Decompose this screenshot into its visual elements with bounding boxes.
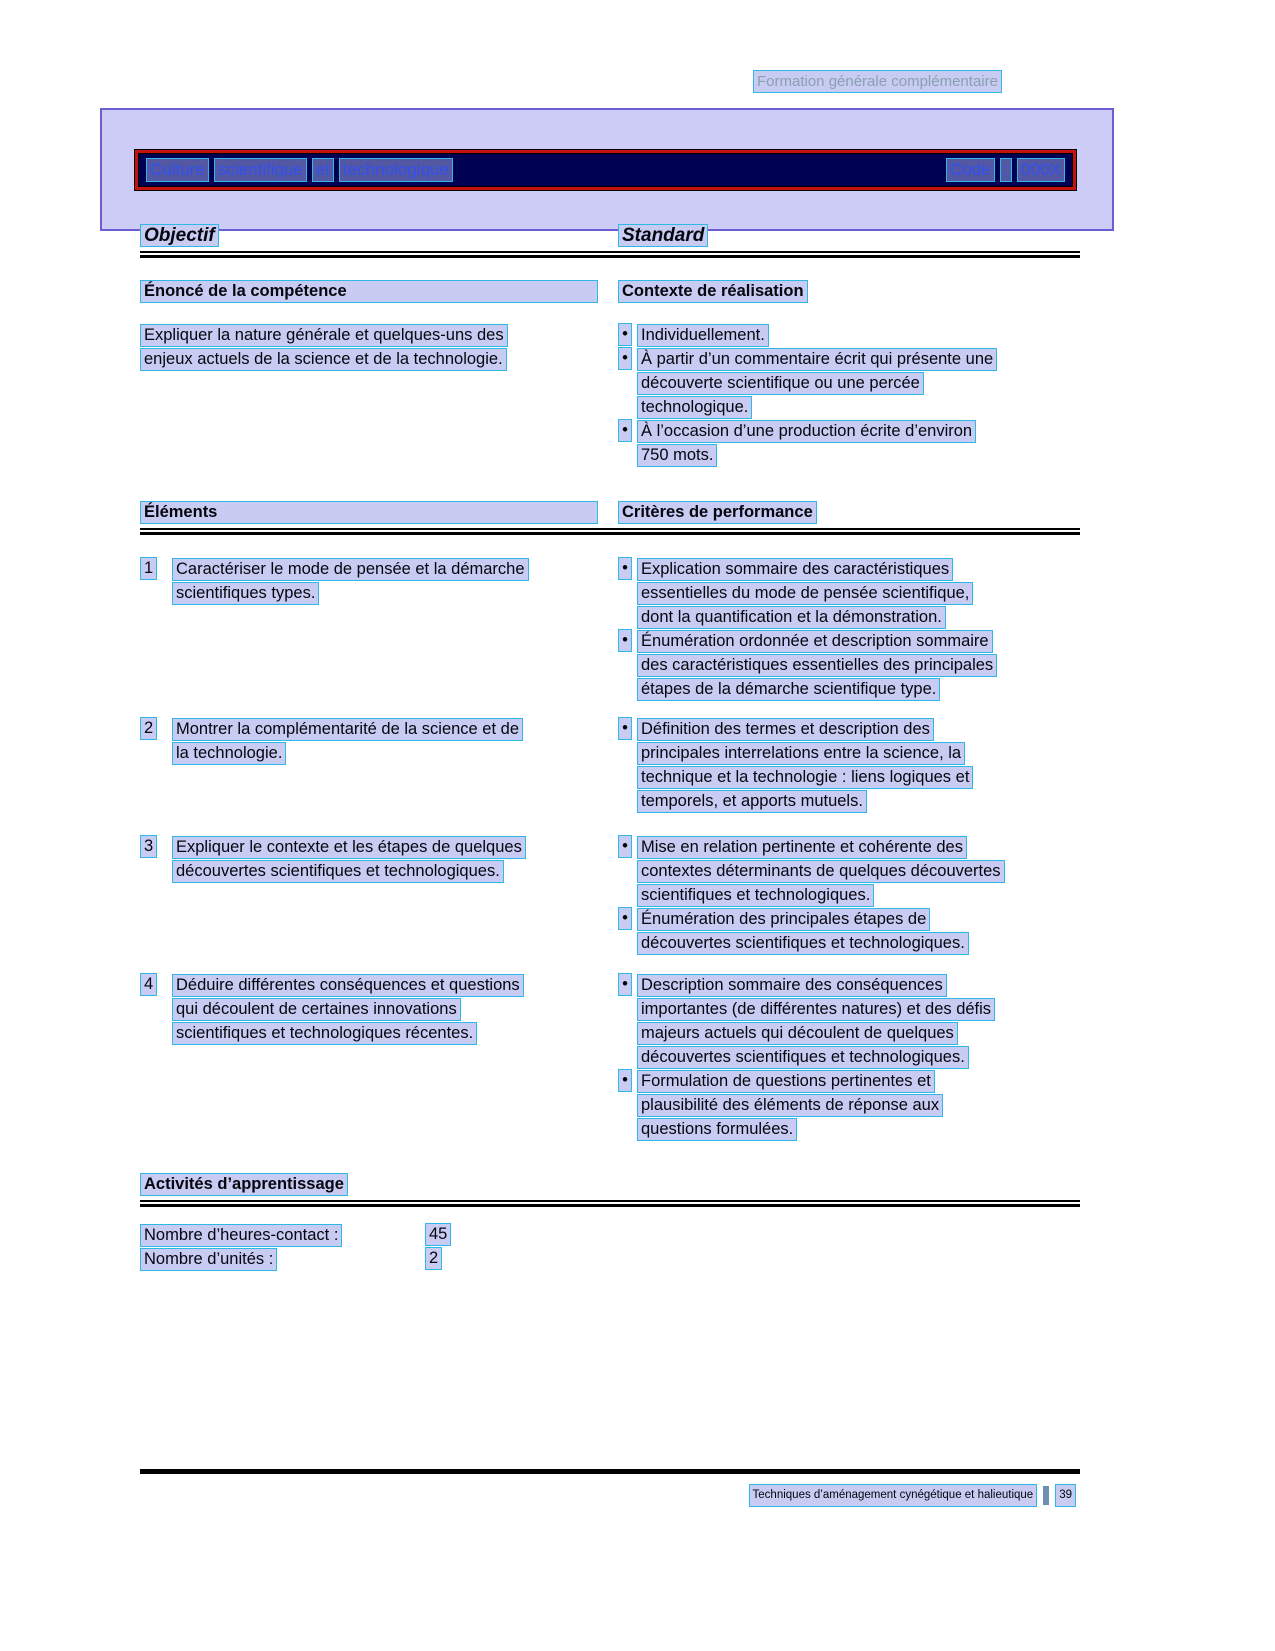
text-line: technologique. xyxy=(637,396,752,419)
course-title-word: scientifique xyxy=(214,158,307,182)
text-line: Explication sommaire des caractéristiques xyxy=(637,558,953,581)
text-line: enjeux actuels de la science et de la technologie. xyxy=(140,348,507,371)
divider xyxy=(140,1200,1080,1207)
section-heading-criteres: Critères de performance xyxy=(618,501,1080,524)
course-title-word: technologique xyxy=(339,158,453,182)
section-heading-enonce: Énoncé de la compétence xyxy=(140,280,618,303)
text-line: majeurs actuels qui découlent de quelques xyxy=(637,1022,958,1045)
text-line: scientifiques et technologiques récentes. xyxy=(172,1022,477,1045)
text-line: Expliquer la nature générale et quelques-uns des xyxy=(140,324,508,347)
competence-statement xyxy=(140,323,618,371)
page-marker-bar xyxy=(1043,1486,1049,1505)
criteria-bullet-list xyxy=(618,973,1080,1141)
numbered-item xyxy=(140,835,618,883)
text-line: Formulation de questions pertinentes et xyxy=(637,1070,935,1093)
text-line: Mise en relation pertinente et cohérente des xyxy=(637,836,967,859)
text-line: découvertes scientifiques et technologiques. xyxy=(172,860,504,883)
text-line: découverte scientifique ou une percée xyxy=(637,372,924,395)
section-heading-contexte: Contexte de réalisation xyxy=(618,280,1080,303)
divider xyxy=(140,528,1080,535)
activity-row-unites xyxy=(140,1247,1080,1271)
page-footer xyxy=(140,1484,1080,1507)
running-head xyxy=(753,70,1002,93)
text-line: scientifiques types. xyxy=(172,582,319,605)
text-line: essentielles du mode de pensée scientifique, xyxy=(637,582,973,605)
text-line: technique et la technologie : liens logiques et xyxy=(637,766,973,789)
numbered-item xyxy=(140,973,618,1045)
text-line: scientifiques et technologiques. xyxy=(637,884,874,907)
course-code-word: Code xyxy=(946,158,995,182)
bullet-icon: • xyxy=(618,419,632,442)
column-header-standard: Standard xyxy=(618,224,1080,247)
text-line: principales interrelations entre la science, la xyxy=(637,742,965,765)
section-heading-elements: Éléments xyxy=(140,501,618,524)
list-item xyxy=(618,419,1080,467)
activity-label: Nombre d’unités : xyxy=(140,1248,277,1271)
document-body xyxy=(140,224,1080,1271)
text-line: Caractériser le mode de pensée et la démarche xyxy=(172,558,529,581)
course-code-word: 000X xyxy=(1017,158,1065,182)
context-bullet-list xyxy=(618,323,1080,467)
activity-value: 2 xyxy=(425,1247,442,1270)
list-item xyxy=(618,347,1080,419)
text-line: À partir d’un commentaire écrit qui présente une xyxy=(637,348,997,371)
competence-row xyxy=(140,323,1080,467)
bullet-icon: • xyxy=(618,629,632,652)
list-item xyxy=(618,835,1080,907)
course-code xyxy=(946,158,1065,182)
course-code-word: : xyxy=(1000,158,1013,182)
bullet-icon: • xyxy=(618,347,632,370)
divider xyxy=(140,251,1080,258)
list-item xyxy=(618,973,1080,1069)
activity-row-heures xyxy=(140,1223,1080,1247)
bullet-icon: • xyxy=(618,323,632,346)
item-number: 1 xyxy=(140,557,157,580)
criteria-bullet-list xyxy=(618,717,1080,813)
text-line: Énumération ordonnée et description sommaire xyxy=(637,630,993,653)
text-line: 750 mots. xyxy=(637,444,717,467)
text-line: Énumération des principales étapes de xyxy=(637,908,930,931)
bullet-icon: • xyxy=(618,1069,632,1092)
text-line: Individuellement. xyxy=(637,324,769,347)
course-title-word: Culture xyxy=(146,158,209,182)
text-line: Description sommaire des conséquences xyxy=(637,974,947,997)
list-item xyxy=(618,323,1080,347)
course-title-box xyxy=(100,108,1114,231)
text-line: étapes de la démarche scientifique type. xyxy=(637,678,940,701)
activity-label: Nombre d’heures-contact : xyxy=(140,1224,342,1247)
element-row-3 xyxy=(140,835,1080,955)
footer-program-title: Techniques d’aménagement cynégétique et halieutique xyxy=(749,1484,1038,1507)
text-line: Déduire différentes conséquences et questions xyxy=(172,974,524,997)
text-line: découvertes scientifiques et technologiques. xyxy=(637,932,969,955)
element-row-2 xyxy=(140,717,1080,813)
text-line: À l’occasion d’une production écrite d’environ xyxy=(637,420,976,443)
list-item xyxy=(618,717,1080,813)
bullet-icon: • xyxy=(618,557,632,580)
list-item xyxy=(618,629,1080,701)
text-line: questions formulées. xyxy=(637,1118,797,1141)
list-item xyxy=(618,557,1080,629)
bullet-icon: • xyxy=(618,973,632,996)
bullet-icon: • xyxy=(618,835,632,858)
element-row-4 xyxy=(140,973,1080,1141)
text-line: découvertes scientifiques et technologiques. xyxy=(637,1046,969,1069)
item-number: 3 xyxy=(140,835,157,858)
text-line: Définition des termes et description des xyxy=(637,718,934,741)
text-line: contextes déterminants de quelques découvertes xyxy=(637,860,1005,883)
elements-headings xyxy=(140,501,1080,524)
text-line: plausibilité des éléments de réponse aux xyxy=(637,1094,943,1117)
text-line: temporels, et apports mutuels. xyxy=(637,790,867,813)
column-header-objectif: Objectif xyxy=(140,224,618,247)
bullet-icon: • xyxy=(618,717,632,740)
course-title-word: et xyxy=(312,158,334,182)
text-line: la technologie. xyxy=(172,742,286,765)
column-headers xyxy=(140,224,1080,247)
text-line: Montrer la complémentarité de la science et de xyxy=(172,718,523,741)
item-number: 2 xyxy=(140,717,157,740)
criteria-bullet-list xyxy=(618,835,1080,955)
page-number: 39 xyxy=(1055,1484,1076,1507)
activity-value: 45 xyxy=(425,1223,451,1246)
running-head-text: Formation générale complémentaire xyxy=(753,70,1002,93)
element-row-1 xyxy=(140,557,1080,701)
text-line: dont la quantification et la démonstration. xyxy=(637,606,946,629)
text-line: importantes (de différentes natures) et des défis xyxy=(637,998,995,1021)
list-item xyxy=(618,907,1080,955)
numbered-item xyxy=(140,557,618,605)
criteria-bullet-list xyxy=(618,557,1080,701)
divider xyxy=(140,1469,1080,1474)
course-title-band xyxy=(135,150,1076,190)
section-heading-activites: Activités d’apprentissage xyxy=(140,1173,1080,1196)
competence-headings xyxy=(140,280,1080,303)
text-line: qui découlent de certaines innovations xyxy=(172,998,461,1021)
course-title xyxy=(146,158,453,182)
bullet-icon: • xyxy=(618,907,632,930)
text-line: Expliquer le contexte et les étapes de quelques xyxy=(172,836,526,859)
item-number: 4 xyxy=(140,973,157,996)
numbered-item xyxy=(140,717,618,765)
list-item xyxy=(618,1069,1080,1141)
text-line: des caractéristiques essentielles des principales xyxy=(637,654,997,677)
